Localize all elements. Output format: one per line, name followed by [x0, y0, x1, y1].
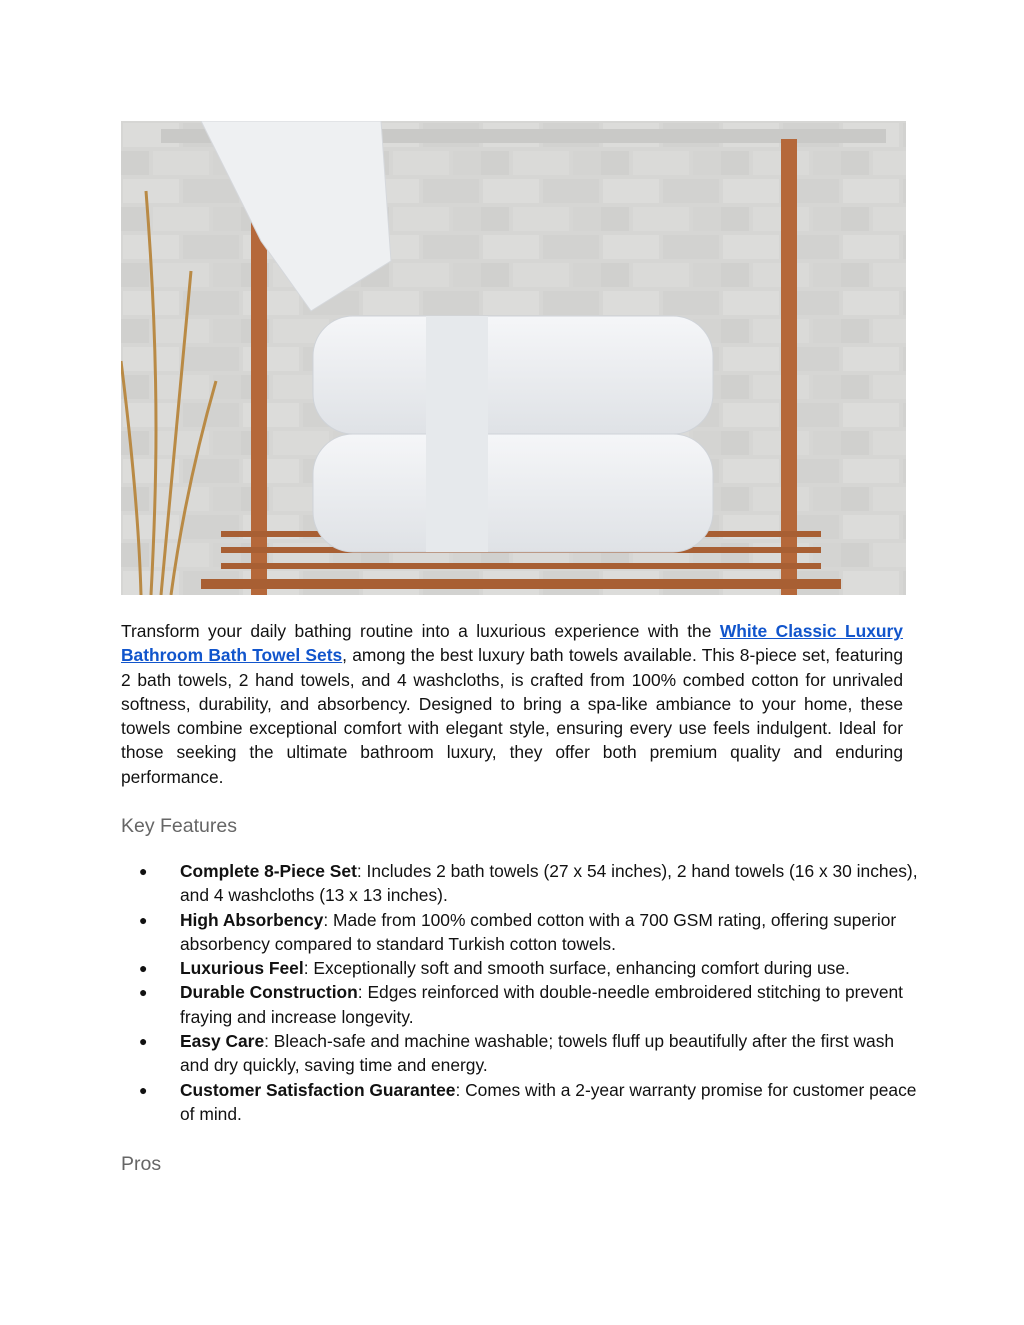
feature-title: Complete 8-Piece Set	[180, 861, 357, 881]
feature-title: Durable Construction	[180, 982, 358, 1003]
bullet-icon: ●	[139, 1081, 148, 1098]
list-item	[121, 1029, 921, 1078]
product-link[interactable]: White Classic Luxury Bathroom Bath Towel Sets	[121, 621, 903, 666]
list-item	[121, 956, 921, 980]
bullet-icon: ●	[139, 984, 148, 1001]
feature-title: Luxurious Feel	[180, 958, 304, 979]
feature-title: Customer Satisfaction Guarantee	[180, 1079, 456, 1100]
product-photo	[121, 121, 906, 595]
intro-text-end: , among the best luxury bath towels available. This 8-piece set, featuring 2 bath towels, 2 hand towels, and 4 washcloths, is crafted from 100% combed cotton for unrivaled softness, durability, and absorbency. Designed to bring a spa-like ambiance to your home, these towels combine exceptional comfort with elegant style, ensuring every use feels indulgent. Ideal for those seeking the ultimate bathroom luxury, they offer both premium quality and enduring performance.	[121, 645, 903, 787]
bullet-icon: ●	[139, 960, 148, 977]
feature-text: : Comes with a 2-year warranty promise for customer peace of mind.	[180, 1079, 917, 1124]
key-features-heading: Key Features	[121, 815, 237, 837]
feature-text: : Includes 2 bath towels (27 x 54 inches), 2 hand towels (16 x 30 inches), and 4 washcloths (13 x 13 inches).	[180, 861, 918, 906]
list-item	[121, 980, 921, 1029]
pros-heading: Pros	[121, 1153, 162, 1175]
intro-paragraph	[121, 619, 903, 789]
bullet-icon: ●	[139, 1033, 148, 1050]
feature-text: : Exceptionally soft and smooth surface, enhancing comfort during use.	[303, 958, 850, 979]
intro-text-start: Transform your daily bathing routine into a luxurious experience with the	[121, 621, 720, 641]
list-item	[121, 1078, 921, 1127]
list-item	[121, 859, 921, 908]
key-features-list	[121, 859, 921, 1126]
feature-text: : Made from 100% combed cotton with a 700 GSM rating, offering superior absorbency compared to standard Turkish cotton towels.	[180, 909, 897, 954]
feature-title: Easy Care	[180, 1031, 265, 1052]
feature-text: : Bleach-safe and machine washable; towels fluff up beautifully after the first wash and dry quickly, saving time and energy.	[180, 1031, 895, 1076]
feature-title: High Absorbency	[180, 909, 324, 930]
bullet-icon: ●	[139, 863, 148, 879]
bullet-icon: ●	[139, 911, 148, 928]
list-item	[121, 908, 921, 957]
feature-text: : Edges reinforced with double-needle embroidered stitching to prevent fraying and increase longevity.	[180, 982, 904, 1027]
table-leg-right	[781, 139, 797, 595]
folded-towels	[313, 316, 713, 552]
